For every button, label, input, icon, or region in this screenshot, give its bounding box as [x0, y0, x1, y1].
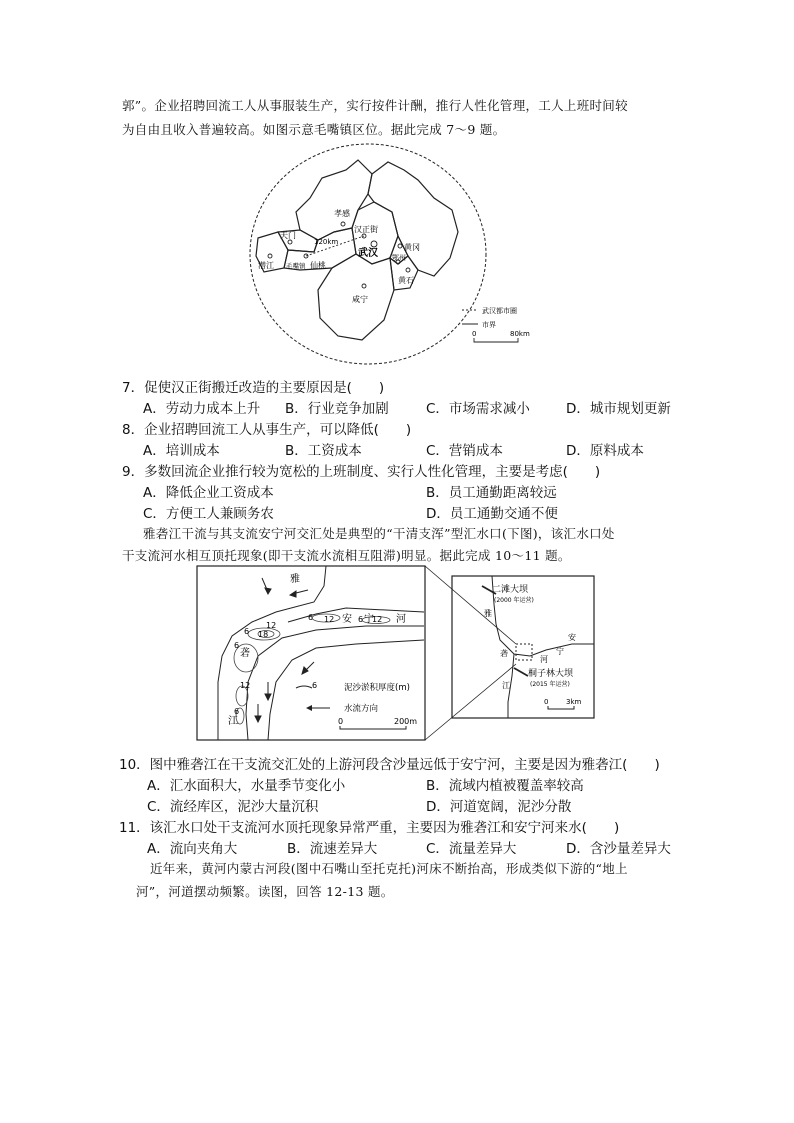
- contour-label-1: 6: [244, 627, 250, 636]
- confluence-map: [196, 564, 596, 744]
- contour-label-10: 12: [372, 615, 383, 624]
- q10-option-a[interactable]: A．汇水面积大，水量季节变化小: [147, 778, 346, 794]
- q8-stem: 8．企业招聘回流工人从事生产，可以降低( ): [122, 422, 412, 438]
- scale-zero: 0: [472, 330, 477, 338]
- river-char-ning: 宁: [364, 614, 374, 625]
- q7-option-b[interactable]: B．行业竞争加剧: [285, 401, 389, 417]
- legend-contour: 泥沙淤积厚度(m): [344, 683, 410, 693]
- river-char-ya: 雅: [290, 574, 300, 585]
- q9-option-a[interactable]: A．降低企业工资成本: [143, 485, 274, 501]
- legend-contour-sample: 6: [312, 681, 318, 690]
- contour-label-2: 12: [266, 621, 277, 630]
- label-tianmen: 天门: [280, 231, 296, 240]
- q11-option-d[interactable]: D．含沙量差异大: [566, 841, 671, 857]
- legend-circle: 武汉都市圈: [482, 307, 517, 315]
- q9-option-d[interactable]: D．员工通勤交通不便: [426, 506, 558, 522]
- intro-line-1: 郭”。企业招聘回流工人从事服装生产，实行按件计酬，推行人性化管理，工人上班时间较: [122, 98, 628, 113]
- q7-stem: 7．促使汉正街搬迁改造的主要原因是( ): [122, 380, 385, 396]
- dam2-year: (2015 年运营): [530, 681, 570, 688]
- legend-border: 市界: [482, 321, 496, 329]
- q8-option-a[interactable]: A．培训成本: [143, 443, 220, 459]
- q8-option-b[interactable]: B．工资成本: [285, 443, 362, 459]
- right-char-long: 砻: [500, 649, 508, 658]
- contour-label-9: 6: [358, 615, 364, 624]
- q7-option-c[interactable]: C．市场需求减小: [426, 401, 530, 417]
- left-scale-zero: 0: [338, 717, 344, 726]
- river-char-an: 安: [342, 614, 352, 625]
- contour-label-5: 12: [240, 681, 251, 690]
- legend-flow: 水流方向: [344, 704, 379, 714]
- contour-label-4: 6: [234, 641, 240, 650]
- intro3-line-1: 近年来，黄河内蒙古河段(图中石嘴山至托克托)河床不断抬高，形成类似下游的“地上: [150, 861, 628, 876]
- label-wuhan: 武汉: [358, 248, 378, 259]
- q11-stem: 11．该汇水口处干支流河水顶托现象异常严重，主要因为雅砻江和安宁河来水( ): [119, 820, 620, 836]
- right-scale-zero: 0: [544, 698, 549, 706]
- q7-option-d[interactable]: D．城市规划更新: [566, 401, 671, 417]
- inset-box: [516, 644, 532, 660]
- q11-option-b[interactable]: B．流速差异大: [287, 841, 378, 857]
- left-scale-value: 200m: [394, 717, 418, 726]
- q11-option-a[interactable]: A．流向夹角大: [147, 841, 238, 857]
- label-qianjiang: 潜江: [258, 261, 274, 270]
- river-char-long: 砻: [240, 648, 250, 659]
- q10-stem: 10．图中雅砻江在干支流交汇处的上游河段含沙量远低于安宁河，主要是因为雅砻江( ): [119, 757, 660, 773]
- right-char-ning: 宁: [556, 647, 564, 656]
- label-xiaogan: 孝感: [334, 209, 350, 218]
- q10-option-d[interactable]: D．河道宽阔，泥沙分散: [426, 799, 572, 815]
- q9-option-c[interactable]: C．方便工人兼顾务农: [143, 506, 274, 522]
- q8-option-c[interactable]: C．营销成本: [426, 443, 503, 459]
- label-ezhou: 鄂州: [392, 254, 406, 262]
- contour-label-7: 6: [308, 613, 314, 622]
- q11-option-c[interactable]: C．流量差异大: [426, 841, 517, 857]
- contour-label-6: 6: [234, 707, 240, 716]
- scale-value: 80km: [510, 330, 530, 338]
- q10-option-b[interactable]: B．流域内植被覆盖率较高: [426, 778, 584, 794]
- label-xianning: 咸宁: [352, 295, 368, 304]
- wuhan-circle-map: [248, 140, 548, 372]
- intro-line-2: 为自由且收入普遍较高。如图示意毛嘴镇区位。据此完成 7～9 题。: [122, 122, 506, 137]
- label-distance: 120km: [314, 238, 339, 246]
- river-char-jiang: 江: [228, 716, 238, 727]
- right-char-he: 河: [540, 655, 548, 664]
- label-hanzhengjie: 汉正街: [354, 225, 378, 234]
- label-huanggang: 黄冈: [404, 243, 420, 252]
- left-panel-frame: [197, 566, 425, 740]
- intro2-line-2: 干支流河水相互顶托现象(即干支流水流相互阻滞)明显。据此完成 10～11 题。: [122, 548, 571, 563]
- q9-option-b[interactable]: B．员工通勤距离较远: [426, 485, 557, 501]
- label-xiantao: 仙桃: [310, 261, 326, 270]
- contour-label-8: 12: [324, 615, 335, 624]
- intro2-line-1: 雅砻江干流与其支流安宁河交汇处是典型的“干清支浑”型汇水口(下图)，该汇水口处: [143, 526, 615, 541]
- contour-label-3: 18: [258, 630, 269, 639]
- q8-option-d[interactable]: D．原料成本: [566, 443, 644, 459]
- label-maozui: 毛嘴镇: [286, 262, 306, 270]
- right-char-jiang: 江: [502, 681, 510, 690]
- city-border-huanggang: [368, 162, 458, 276]
- label-huangshi: 黄石: [398, 276, 414, 285]
- right-char-an: 安: [568, 633, 576, 642]
- intro3-line-2: 河”，河道摆动频繁。读图，回答 12-13 题。: [136, 884, 394, 899]
- q9-stem: 9．多数回流企业推行较为宽松的上班制度、实行人性化管理，主要是考虑( ): [122, 464, 601, 480]
- dam1-year: (2000 年运营): [494, 597, 534, 604]
- right-char-ya: 雅: [484, 609, 492, 618]
- dam1-label: 二滩大坝: [492, 585, 529, 595]
- q10-option-c[interactable]: C．流经库区，泥沙大量沉积: [147, 799, 319, 815]
- right-scale-value: 3km: [566, 698, 582, 706]
- q7-option-a[interactable]: A．劳动力成本上升: [143, 401, 261, 417]
- river-char-he: 河: [396, 614, 406, 625]
- dam2-label: 桐子林大坝: [528, 669, 574, 679]
